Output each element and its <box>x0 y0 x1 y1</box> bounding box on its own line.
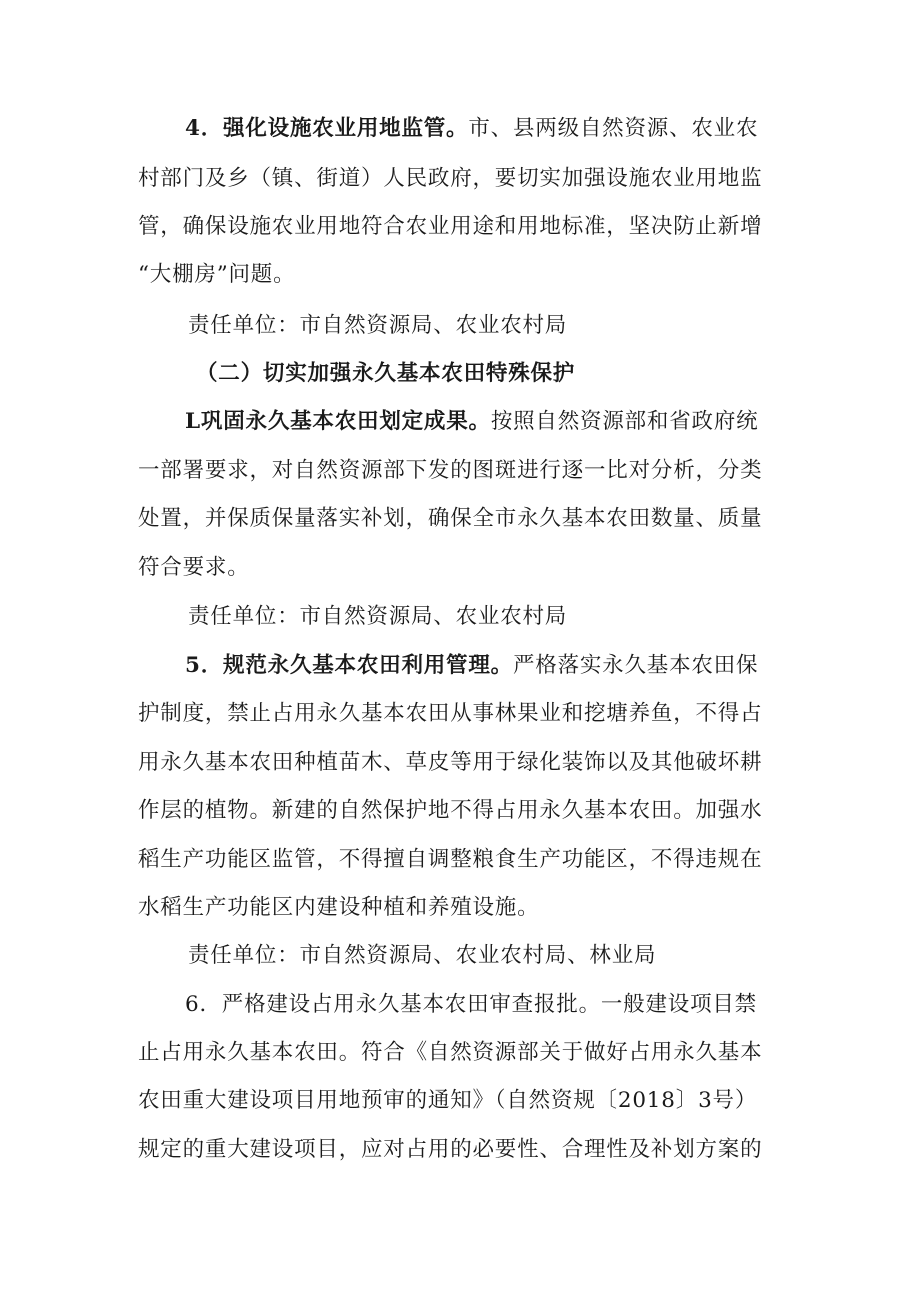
item4-line-4: “大棚房”问题。 <box>138 262 296 287</box>
item4-line-3: 管，确保设施农业用地符合农业用途和用地标准，坚决防止新增 <box>138 214 763 239</box>
item5-line-4: 作层的植物。新建的自然保护地不得占用永久基本农田。加强水 <box>138 798 763 823</box>
item4-responsibility: 责任单位：市自然资源局、农业农村局 <box>188 313 568 338</box>
itemL-line-4: 符合要求。 <box>138 555 250 580</box>
item5-line-6: 水稻生产功能区内建设种植和养殖设施。 <box>138 895 540 920</box>
itemL-line-1 <box>185 407 758 437</box>
item5-text: 严格落实永久基本农田保 <box>512 653 759 678</box>
item4-text: 市、县两级自然资源、农业农 <box>468 116 759 141</box>
itemL-heading: L巩固永久基本农田划定成果。 <box>185 409 491 434</box>
item5-line-5: 稻生产功能区监管，不得擅自调整粮食生产功能区，不得违规在 <box>138 847 763 872</box>
itemL-line-3: 处置，并保质保量落实补划，确保全市永久基本农田数量、质量 <box>138 506 763 531</box>
itemL-line-2: 一部署要求，对自然资源部下发的图斑进行逐一比对分析，分类 <box>138 458 763 483</box>
item5-heading: 5．规范永久基本农田利用管理。 <box>185 653 513 678</box>
item4-line-1 <box>185 114 758 144</box>
itemL-responsibility: 责任单位：市自然资源局、农业农村局 <box>188 604 568 629</box>
item4-line-2: 村部门及乡（镇、街道）人民政府，要切实加强设施农业用地监 <box>138 166 763 191</box>
item4-heading: 4．强化设施农业用地监管。 <box>185 116 469 141</box>
item6-line-1: 6．严格建设占用永久基本农田审查报批。一般建设项目禁 <box>185 992 757 1017</box>
item6-line-4: 规定的重大建设项目，应对占用的必要性、合理性及补划方案的 <box>138 1137 763 1162</box>
item6-line-2: 止占用永久基本农田。符合《自然资源部关于做好占用永久基本 <box>138 1040 763 1065</box>
item5-line-3: 用永久基本农田种植苗木、草皮等用于绿化装饰以及其他破坏耕 <box>138 750 763 775</box>
item5-line-1 <box>185 651 758 681</box>
section2-title: （二）切实加强永久基本农田特殊保护 <box>196 361 576 386</box>
itemL-text: 按照自然资源部和省政府统 <box>490 409 759 434</box>
item5-line-2: 护制度，禁止占用永久基本农田从事林果业和挖塘养鱼，不得占 <box>138 701 763 726</box>
item5-responsibility: 责任单位：市自然资源局、农业农村局、林业局 <box>188 943 657 968</box>
item6-line-3: 农田重大建设项目用地预审的通知》（自然资规〔2018〕3号） <box>138 1088 758 1113</box>
